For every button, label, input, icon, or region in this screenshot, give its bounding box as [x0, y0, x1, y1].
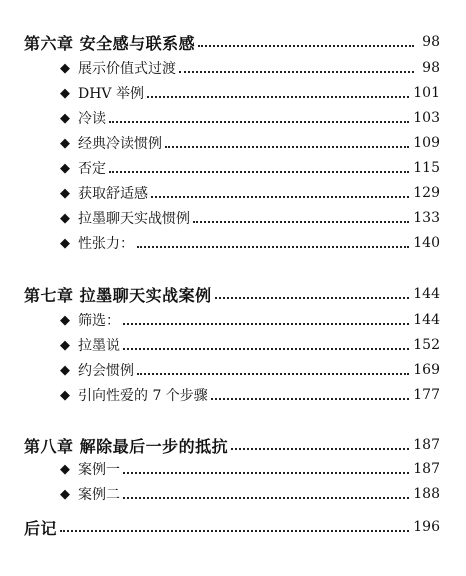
diamond-bullet-icon: ◆: [60, 486, 70, 502]
page-number: 101: [413, 85, 440, 101]
diamond-bullet-icon: ◆: [60, 461, 70, 477]
page-number: 129: [413, 185, 440, 201]
page-number: 144: [413, 312, 440, 328]
page-number: 140: [413, 235, 440, 251]
diamond-bullet-icon: ◆: [60, 362, 70, 378]
section-title: 冷读: [78, 111, 106, 127]
chapter-title: 第六章 安全感与联系感: [24, 33, 196, 53]
toc-chapter-8[interactable]: [0, 433, 466, 457]
diamond-bullet-icon: ◆: [60, 85, 70, 101]
section-title: 经典冷读惯例: [78, 136, 162, 152]
section-title: 性张力：: [78, 236, 134, 252]
chapter-title: 后记: [24, 518, 58, 538]
chapter-title: 第七章 拉墨聊天实战案例: [24, 285, 212, 305]
toc-section[interactable]: [0, 56, 466, 80]
chapter-title: 第八章 解除最后一步的抵抗: [24, 436, 229, 456]
toc-section[interactable]: [0, 181, 466, 205]
toc-section[interactable]: [0, 231, 466, 255]
diamond-bullet-icon: ◆: [60, 235, 70, 251]
dot-leader: [123, 348, 409, 350]
toc-section[interactable]: [0, 333, 466, 357]
page-number: 169: [413, 362, 440, 378]
page-number: 144: [413, 286, 440, 302]
dot-leader: [165, 146, 409, 148]
toc-section[interactable]: [0, 81, 466, 105]
section-title: 案例二: [78, 487, 120, 503]
toc-section[interactable]: [0, 106, 466, 130]
dot-leader: [198, 45, 414, 47]
dot-leader: [147, 96, 409, 98]
toc-afterword[interactable]: [0, 515, 466, 539]
dot-leader: [60, 530, 409, 532]
section-title: 否定: [78, 161, 106, 177]
toc-section[interactable]: [0, 308, 466, 332]
page-number: 98: [422, 34, 440, 50]
page-number: 133: [413, 210, 440, 226]
diamond-bullet-icon: ◆: [60, 60, 70, 76]
diamond-bullet-icon: ◆: [60, 337, 70, 353]
diamond-bullet-icon: ◆: [60, 110, 70, 126]
page-number: 177: [413, 387, 440, 403]
diamond-bullet-icon: ◆: [60, 185, 70, 201]
section-title: 获取舒适感: [78, 186, 148, 202]
dot-leader: [231, 448, 409, 450]
section-title: 约会惯例: [78, 363, 134, 379]
page-number: 188: [413, 486, 440, 502]
toc-section[interactable]: [0, 131, 466, 155]
page-number: 115: [413, 160, 440, 176]
section-title: DHV 举例: [78, 86, 144, 102]
section-title: 筛选：: [78, 313, 120, 329]
section-title: 引向性爱的 7 个步骤: [78, 388, 208, 404]
toc-chapter-7[interactable]: [0, 282, 466, 306]
page-number: 109: [413, 135, 440, 151]
diamond-bullet-icon: ◆: [60, 387, 70, 403]
toc-chapter-6[interactable]: [0, 30, 466, 54]
toc-section[interactable]: [0, 358, 466, 382]
diamond-bullet-icon: ◆: [60, 312, 70, 328]
page-number: 187: [413, 461, 440, 477]
page-number: 98: [422, 60, 440, 76]
toc-section[interactable]: [0, 457, 466, 481]
diamond-bullet-icon: ◆: [60, 210, 70, 226]
page-number: 196: [413, 519, 440, 535]
diamond-bullet-icon: ◆: [60, 160, 70, 176]
dot-leader: [193, 221, 409, 223]
dot-leader: [179, 71, 414, 73]
section-title: 拉墨聊天实战惯例: [78, 211, 190, 227]
page-number: 187: [413, 437, 440, 453]
dot-leader: [123, 323, 409, 325]
dot-leader: [109, 121, 409, 123]
section-title: 案例一: [78, 462, 120, 478]
dot-leader: [123, 472, 409, 474]
toc-section[interactable]: [0, 383, 466, 407]
section-title: 拉墨说: [78, 338, 120, 354]
diamond-bullet-icon: ◆: [60, 135, 70, 151]
dot-leader: [151, 196, 409, 198]
dot-leader: [123, 497, 409, 499]
section-title: 展示价值式过渡: [78, 61, 176, 77]
dot-leader: [109, 171, 409, 173]
toc-section[interactable]: [0, 482, 466, 506]
dot-leader: [137, 246, 409, 248]
toc-section[interactable]: [0, 206, 466, 230]
page-number: 103: [413, 110, 440, 126]
toc-section[interactable]: [0, 156, 466, 180]
dot-leader: [137, 373, 409, 375]
dot-leader: [215, 297, 410, 299]
page-number: 152: [413, 337, 440, 353]
dot-leader: [211, 398, 409, 400]
